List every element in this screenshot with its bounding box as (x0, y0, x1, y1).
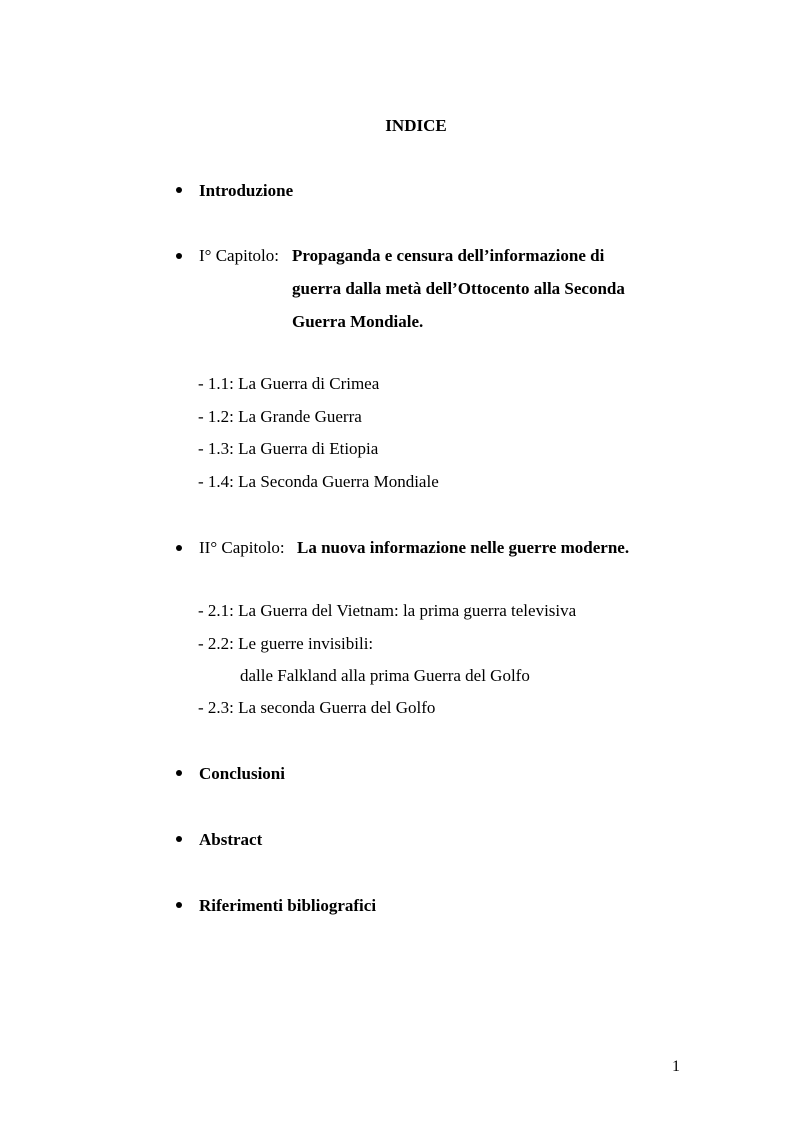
chapter1-title-line-3: Guerra Mondiale. (292, 312, 424, 331)
bullet-icon (176, 545, 182, 551)
chapter1-title-line-2: guerra dalla metà dell’Ottocento alla Seconda (292, 279, 625, 298)
toc-section-1-4: - 1.4: La Seconda Guerra Mondiale (198, 472, 439, 491)
toc-section-2-2: - 2.2: Le guerre invisibili: (198, 634, 374, 653)
toc-section-2-1: - 2.1: La Guerra del Vietnam: la prima guerra televisiva (198, 601, 577, 620)
toc-item-conclusioni: Conclusioni (199, 764, 285, 783)
chapter1-title-line-1: Propaganda e censura dell’informazione di (292, 246, 605, 265)
chapter1-prefix: I° Capitolo: (199, 246, 279, 265)
toc-section-2-2-continuation: dalle Falkland alla prima Guerra del Golfo (240, 666, 530, 685)
bullet-icon (176, 902, 182, 908)
page-title: INDICE (385, 116, 447, 135)
bullet-icon (176, 836, 182, 842)
toc-section-1-3: - 1.3: La Guerra di Etiopia (198, 439, 379, 458)
bullet-icon (176, 187, 182, 193)
toc-section-1-1: - 1.1: La Guerra di Crimea (198, 374, 380, 393)
toc-item-introduzione: Introduzione (199, 181, 294, 200)
bullet-icon (176, 770, 182, 776)
chapter2-prefix: II° Capitolo: (199, 538, 285, 557)
page-number: 1 (672, 1058, 680, 1075)
toc-item-abstract: Abstract (199, 830, 263, 849)
bullet-icon (176, 253, 182, 259)
toc-section-2-3: - 2.3: La seconda Guerra del Golfo (198, 698, 436, 717)
toc-section-1-2: - 1.2: La Grande Guerra (198, 407, 362, 426)
toc-item-riferimenti: Riferimenti bibliografici (199, 896, 377, 915)
chapter2-title: La nuova informazione nelle guerre moderne. (297, 538, 630, 557)
